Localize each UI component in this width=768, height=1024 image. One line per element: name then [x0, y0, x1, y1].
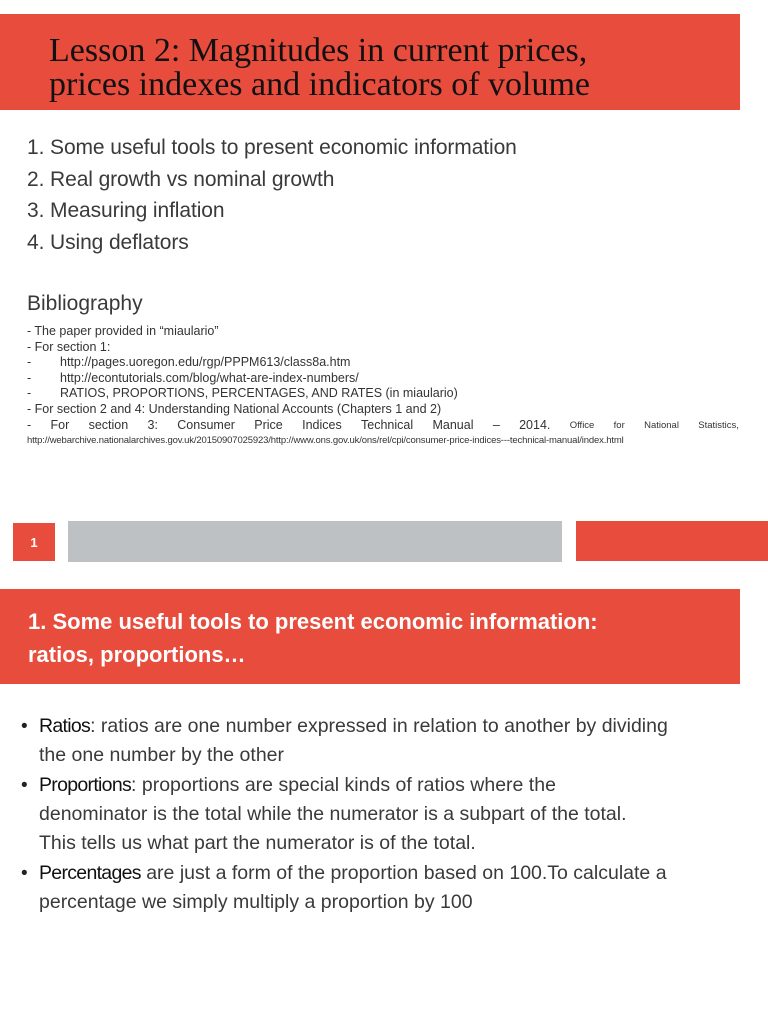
definition-text: : proportions are special kinds of ratios where the — [131, 774, 556, 796]
slide-title-bar — [0, 14, 740, 110]
section-title-line: ratios, proportions… — [28, 642, 246, 667]
section-title — [28, 605, 728, 671]
bib-word: Consumer — [177, 417, 235, 432]
bib-word: for — [613, 419, 625, 431]
definition-text: are just a form of the proportion based on 100.To calculate a — [140, 862, 667, 884]
definition-text: the one number by the other — [39, 744, 284, 766]
bibliography-list — [27, 324, 739, 449]
term: Percentages — [39, 862, 141, 884]
slide-title-line: prices indexes and indicators of volume — [49, 66, 591, 103]
bib-word: – — [492, 417, 500, 432]
bibliography-link[interactable]: http://pages.uoregon.edu/rgp/PPPM613/class8a.htm — [60, 355, 351, 370]
bibliography-link[interactable]: http://econtutorials.com/blog/what-are-index-numbers/ — [60, 370, 359, 385]
toc-item: 1. Some useful tools to present economic information — [27, 136, 517, 159]
bib-word: Indices — [302, 417, 342, 432]
bullet-icon: • — [21, 775, 28, 796]
bib-word: Manual — [432, 417, 474, 432]
bibliography-link-entry — [27, 371, 739, 387]
bib-word: Statistics, — [698, 419, 739, 431]
bullet-icon: • — [21, 863, 28, 884]
slide-title — [49, 34, 739, 102]
list-dash: - — [27, 370, 32, 385]
bibliography-entry-justified — [27, 418, 739, 434]
toc-item: 2. Real growth vs nominal growth — [27, 167, 335, 191]
bibliography-link-entry — [27, 386, 739, 402]
footer-red-bar — [576, 521, 768, 561]
toc-item: 4. Using deflators — [27, 230, 189, 254]
bibliography-entry: - For section 1: — [27, 339, 111, 354]
bullet-icon: • — [21, 716, 28, 737]
bibliography-heading: Bibliography — [27, 292, 143, 315]
list-item — [20, 712, 740, 770]
bibliography-reference: RATIOS, PROPORTIONS, PERCENTAGES, AND RATES (in miaulario) — [60, 386, 458, 401]
bibliography-link-entry — [27, 355, 739, 371]
bib-word: National — [644, 419, 679, 431]
toc-item: 3. Measuring inflation — [27, 199, 225, 222]
slide-title-line: Lesson 2: Magnitudes in current prices, — [49, 32, 588, 69]
definition-text: : ratios are one number expressed in relation to another by dividing — [90, 715, 668, 737]
definition-text: denominator is the total while the numerator is a subpart of the total. — [39, 803, 627, 825]
bib-word: 2014. — [519, 417, 551, 432]
page-number: 1 — [13, 523, 55, 561]
definition-text: percentage we simply multiply a proportion by 100 — [39, 891, 473, 913]
bib-word: Office — [569, 419, 595, 431]
list-item — [20, 771, 740, 858]
definition-list — [20, 712, 740, 918]
section-title-line: 1. Some useful tools to present economic information: — [28, 609, 598, 634]
bibliography-entry: - For section 2 and 4: Understanding National Accounts (Chapters 1 and 2) — [27, 401, 442, 416]
definition-text: This tells us what part the numerator is of the total. — [39, 832, 476, 854]
term: Ratios — [39, 715, 91, 737]
footer-gray-bar — [68, 521, 562, 562]
bib-word: Price — [254, 417, 283, 432]
list-dash: - — [27, 386, 32, 401]
term: Proportions — [39, 774, 132, 796]
list-item — [20, 859, 740, 917]
bibliography-url[interactable]: http://webarchive.nationalarchives.gov.uk/20150907025923/http://www.ons.gov.uk/ons/rel/cpi/consumer-price-indices---technical-manual/index.html — [27, 435, 624, 447]
bib-word: Technical — [361, 417, 414, 432]
bib-word: 3: — [147, 417, 158, 432]
bib-word: For — [50, 417, 70, 432]
bib-word: - — [27, 417, 32, 432]
bibliography-entry: - The paper provided in “miaulario” — [27, 324, 219, 338]
bib-word: section — [88, 417, 129, 432]
list-dash: - — [27, 355, 32, 370]
section-title-bar — [0, 589, 740, 684]
table-of-contents — [27, 132, 517, 258]
